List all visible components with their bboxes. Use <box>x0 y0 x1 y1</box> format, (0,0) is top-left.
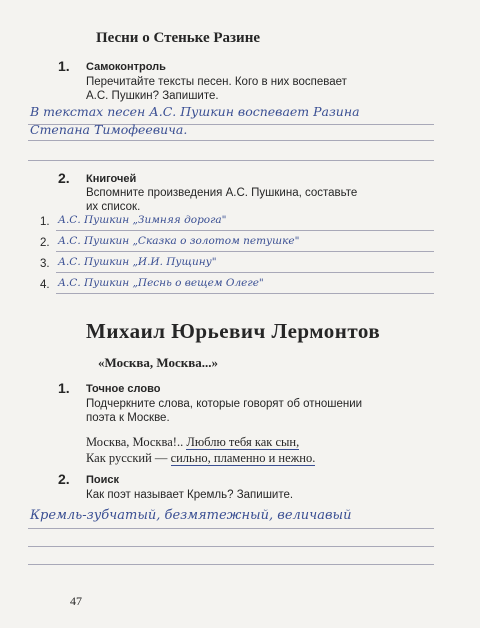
page-number: 47 <box>70 594 82 608</box>
handwritten-list-item: А.С. Пушкин „Сказка о золотом петушке" <box>58 235 300 247</box>
task-prompt: А.С. Пушкин? Запишите. <box>86 90 219 102</box>
underlined-words: сильно, пламенно и нежно. <box>170 451 316 465</box>
task-prompt: Подчеркните слова, которые говорят об отношении <box>86 398 363 410</box>
handwritten-list-item: А.С. Пушкин „Зимняя дорога" <box>58 214 227 226</box>
task-number: 1. <box>58 58 70 74</box>
section-title: Песни о Стеньке Разине <box>96 30 260 46</box>
task-prompt: поэта к Москве. <box>86 412 170 424</box>
verse-text: Как русский — <box>86 451 171 465</box>
list-number: 2. <box>40 237 50 249</box>
task-number: 2. <box>58 170 70 186</box>
answer-rule <box>28 160 434 161</box>
answer-rule <box>56 251 434 252</box>
verse-line <box>86 450 315 466</box>
answer-rule <box>28 564 434 565</box>
verse-text: Москва, Москва!.. <box>86 435 187 449</box>
task-prompt: Перечитайте тексты песен. Кого в них воспевает <box>86 76 347 88</box>
list-number: 3. <box>40 258 50 270</box>
task-number: 1. <box>58 380 70 396</box>
handwritten-answer: Степана Тимофеевича. <box>30 122 188 137</box>
answer-rule <box>56 293 434 294</box>
task-heading: Точное слово <box>86 383 161 395</box>
list-number: 4. <box>40 279 50 291</box>
handwritten-answer: В текстах песен А.С. Пушкин воспевает Разина <box>30 104 360 119</box>
underlined-words: Люблю тебя как сын, <box>186 435 300 449</box>
task-prompt: Вспомните произведения А.С. Пушкина, составьте <box>86 187 358 199</box>
task-heading: Самоконтроль <box>86 61 166 73</box>
task-prompt: их список. <box>86 201 141 213</box>
answer-rule <box>28 546 434 547</box>
task-number: 2. <box>58 471 70 487</box>
answer-rule <box>56 272 434 273</box>
task-heading: Поиск <box>86 474 120 486</box>
answer-rule <box>28 528 434 529</box>
task-heading: Книгочей <box>86 173 137 185</box>
answer-rule <box>28 140 434 141</box>
handwritten-list-item: А.С. Пушкин „Песнь о вещем Олеге" <box>58 277 264 289</box>
verse-line <box>86 434 299 450</box>
author-heading: Михаил Юрьевич Лермонтов <box>86 319 381 343</box>
handwritten-answer: Кремль-зубчатый, безмятежный, величавый <box>30 508 352 523</box>
poem-title: «Москва, Москва...» <box>98 355 219 370</box>
answer-rule <box>56 230 434 231</box>
handwritten-list-item: А.С. Пушкин „И.И. Пущину" <box>58 256 217 268</box>
list-number: 1. <box>40 216 50 228</box>
task-prompt: Как поэт называет Кремль? Запишите. <box>86 489 294 501</box>
